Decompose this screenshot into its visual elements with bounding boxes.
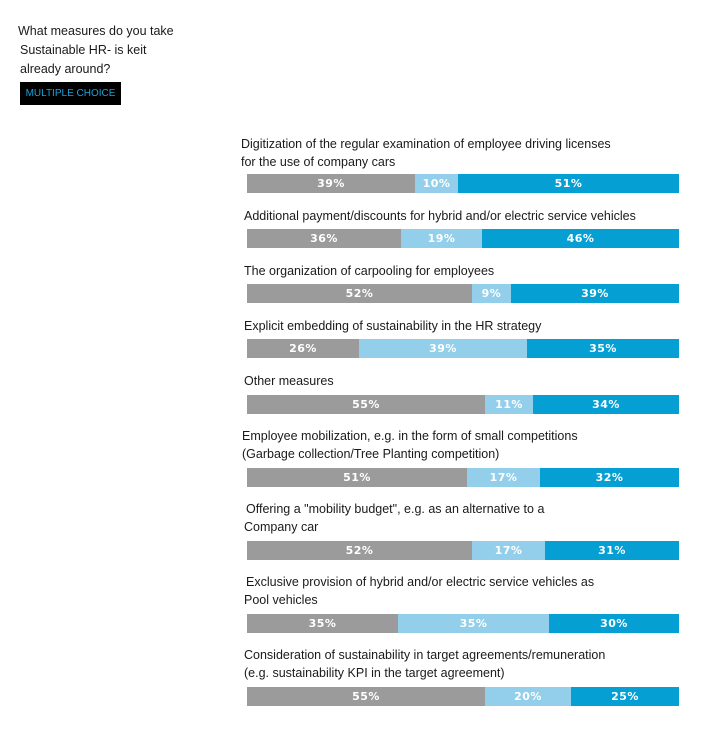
bar-row-8 <box>247 687 679 706</box>
bar-segment-2-0: 52% <box>247 284 472 303</box>
bar-segment-7-0: 35% <box>247 614 398 633</box>
multiple-choice-badge: MULTIPLE CHOICE <box>20 82 121 105</box>
bar-segment-6-1: 17% <box>472 541 545 560</box>
bar-segment-0-2: 51% <box>458 174 679 193</box>
bar-segment-1-0: 36% <box>247 229 401 248</box>
item-label-7-line-1: Pool vehicles <box>244 593 318 607</box>
bar-segment-7-1: 35% <box>398 614 549 633</box>
bar-row-4 <box>247 395 679 414</box>
bar-segment-3-2: 35% <box>527 339 679 358</box>
bar-row-3 <box>247 339 679 358</box>
bar-segment-2-1: 9% <box>472 284 511 303</box>
bar-segment-5-0: 51% <box>247 468 467 487</box>
bar-segment-1-1: 19% <box>401 229 482 248</box>
bar-segment-4-2: 34% <box>533 395 679 414</box>
bar-segment-5-1: 17% <box>467 468 540 487</box>
item-label-3-line-0: Explicit embedding of sustainability in the HR strategy <box>244 319 542 333</box>
question-line-1: What measures do you take <box>18 24 174 38</box>
bar-segment-4-0: 55% <box>247 395 485 414</box>
item-label-4 <box>244 372 684 390</box>
item-label-1-line-0: Additional payment/discounts for hybrid and/or electric service vehicles <box>244 209 636 223</box>
bar-segment-8-0: 55% <box>247 687 485 706</box>
item-label-0 <box>241 135 681 171</box>
item-label-6-line-1: Company car <box>244 520 319 534</box>
item-label-7-line-0: Exclusive provision of hybrid and/or electric service vehicles as <box>246 575 595 589</box>
bar-row-2 <box>247 284 679 303</box>
bar-row-5 <box>247 468 679 487</box>
item-label-6-line-0: Offering a "mobility budget", e.g. as an alternative to a <box>246 502 545 516</box>
bar-segment-5-2: 32% <box>540 468 679 487</box>
item-label-0-line-1: for the use of company cars <box>241 155 396 169</box>
item-label-8 <box>244 646 684 682</box>
item-label-5 <box>242 427 682 463</box>
item-label-5-line-1: (Garbage collection/Tree Planting competition) <box>242 447 500 461</box>
item-label-5-line-0: Employee mobilization, e.g. in the form of small competitions <box>242 429 578 443</box>
bar-segment-0-0: 39% <box>247 174 415 193</box>
item-label-4-line-0: Other measures <box>244 374 334 388</box>
bar-segment-2-2: 39% <box>511 284 679 303</box>
bar-segment-1-2: 46% <box>482 229 679 248</box>
bar-row-0 <box>247 174 679 193</box>
bar-segment-6-0: 52% <box>247 541 472 560</box>
bar-segment-7-2: 30% <box>549 614 679 633</box>
bar-segment-8-2: 25% <box>571 687 679 706</box>
bar-row-6 <box>247 541 679 560</box>
item-label-7 <box>244 573 684 609</box>
bar-segment-3-1: 39% <box>359 339 527 358</box>
bar-segment-4-1: 11% <box>485 395 533 414</box>
question-line-3: already around? <box>20 62 111 76</box>
item-label-8-line-0: Consideration of sustainability in target agreements/remuneration <box>244 648 606 662</box>
question-line-2: Sustainable HR- is keit <box>20 43 147 57</box>
bar-segment-0-1: 10% <box>415 174 458 193</box>
bar-row-7 <box>247 614 679 633</box>
bar-row-1 <box>247 229 679 248</box>
item-label-2-line-0: The organization of carpooling for employees <box>244 264 495 278</box>
item-label-6 <box>244 500 684 536</box>
item-label-3 <box>244 317 684 335</box>
bar-segment-3-0: 26% <box>247 339 359 358</box>
bar-segment-8-1: 20% <box>485 687 571 706</box>
bar-segment-6-2: 31% <box>545 541 679 560</box>
item-label-0-line-0: Digitization of the regular examination of employee driving licenses <box>241 137 611 151</box>
item-label-2 <box>244 262 684 280</box>
item-label-1 <box>244 207 684 225</box>
item-label-8-line-1: (e.g. sustainability KPI in the target agreement) <box>244 666 505 680</box>
